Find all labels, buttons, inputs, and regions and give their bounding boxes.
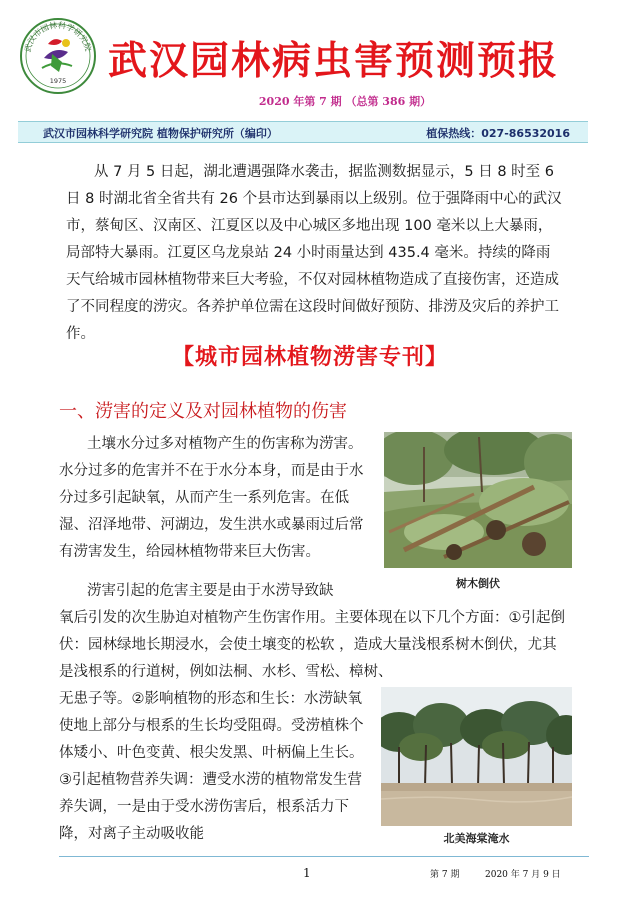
footer-date: 2020 年 7 月 9 日 bbox=[485, 870, 561, 880]
section-heading: 一、涝害的定义及对园林植物的伤害 bbox=[59, 401, 347, 422]
page-number: 1 bbox=[303, 866, 311, 880]
hotline: 植保热线：027-86532016 bbox=[426, 127, 570, 140]
fallen-trees-photo bbox=[384, 432, 572, 568]
footer-divider bbox=[59, 856, 589, 857]
logo-text: 武汉市园林科学研究院 bbox=[23, 20, 93, 53]
publisher-org: 武汉市园林科学研究院 植物保护研究所（编印） bbox=[43, 127, 278, 140]
harm-paragraph-end: 无患子等。②影响植物的形态和生长：水涝缺氧使地上部分与根系的生长均受阻碍。受涝植株个体矮小、叶色变黄、根尖发黑、叶柄偏上生长。③引起植物营养失调：遭受水涝的植物常发生营养失调，一是由于受水涝伤害后，根系活力下降，对离子主动吸收能 bbox=[59, 691, 364, 842]
flooded-crabapple-photo bbox=[381, 687, 572, 826]
issue-line: 2020 年第 7 期 （总第 386 期） bbox=[258, 95, 432, 108]
harm-paragraph-start: 涝害引起的危害主要是由于水涝导致缺 bbox=[87, 583, 334, 599]
publisher-band bbox=[18, 121, 588, 143]
logo-year: 1975 bbox=[49, 77, 67, 85]
institute-logo bbox=[18, 16, 98, 96]
footer-issue: 第 7 期 bbox=[430, 870, 460, 880]
harm-paragraph-middle: 氧后引发的次生胁迫对植物产生伤害作用。主要体现在以下几个方面：①引起倒伏：园林绿地长期浸水，会使土壤变的松软 ，造成大量浅根系树木倒伏，尤其是浅根系的行道树，例如法桐、水杉、雪松、樟树、 bbox=[59, 610, 565, 680]
fallen-trees-caption: 树木倒伏 bbox=[456, 577, 500, 590]
intro-paragraph: 从 7 月 5 日起，湖北遭遇强降水袭击，据监测数据显示，5 日 8 时至 6 日 8 时湖北省全省共有 26 个县市达到暴雨以上级别。位于强降雨中心的武汉市，蔡甸区、汉南区、江夏区以及中心城区多地出现 100 毫米以上大暴雨，局部特大暴雨。江夏区乌龙泉站 24 小时雨量达到 435.4 毫米。持续的降雨天气给城市园林植物带来巨大考验，不仅对园林植物造成了直接伤害，还造成了不同程度的涝灾。各养护单位需在这段时间做好预防、排涝及灾后的养护工作。 bbox=[66, 164, 562, 342]
page-title: 武汉园林病虫害预测预报 bbox=[108, 38, 560, 84]
definition-paragraph: 土壤水分过多对植物产生的伤害称为涝害。水分过多的危害并不在于水分本身，而是由于水分过多引起缺氧，从而产生一系列危害。在低湿、沼泽地带、河湖边，发生洪水或暴雨过后常有涝害发生，给园林植物带来巨大伤害。 bbox=[59, 436, 364, 560]
special-issue-title: 【城市园林植物涝害专刊】 bbox=[171, 344, 448, 370]
flooded-crabapple-caption: 北美海棠淹水 bbox=[443, 832, 510, 845]
